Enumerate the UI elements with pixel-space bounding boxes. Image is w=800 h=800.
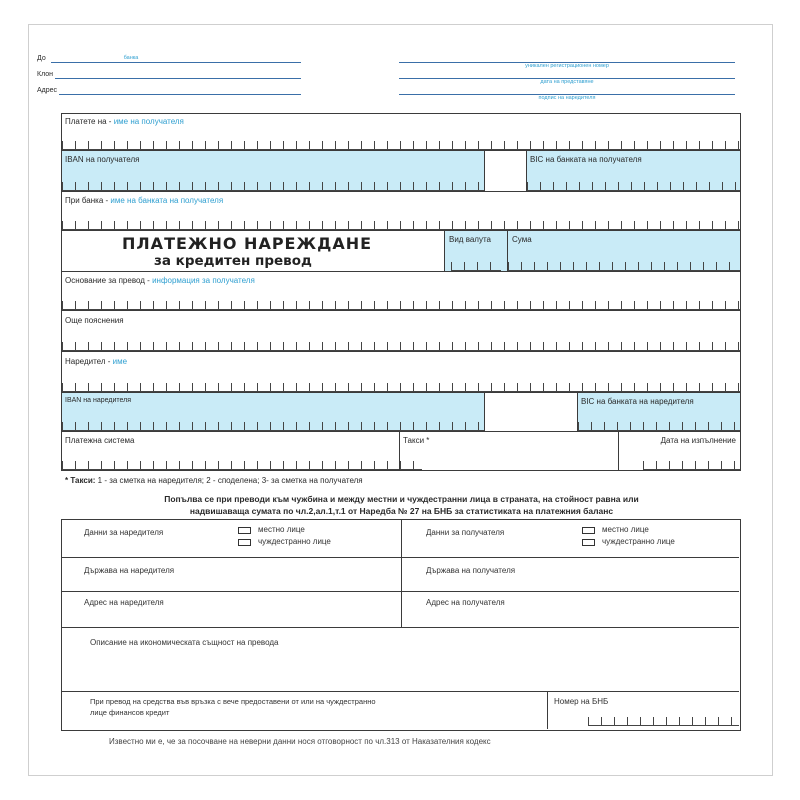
payer-field[interactable] <box>61 351 741 393</box>
iban-recipient-ticks <box>62 182 484 191</box>
branch-line[interactable] <box>55 78 301 79</box>
liability-statement: Известно ми е, че за посочване на неверни данни нося отговорност по чл.313 от Наказателния кодекс <box>109 737 491 746</box>
bic-recipient-label: BIC на банката на получателя <box>530 155 642 164</box>
currency-field[interactable] <box>444 230 508 272</box>
bank-caption: банка <box>123 55 139 61</box>
more-info-field[interactable] <box>61 310 741 352</box>
payer-local-checkbox[interactable] <box>238 527 251 534</box>
form-title: ПЛАТЕЖНО НАРЕЖДАНЕ <box>122 234 373 253</box>
payment-system-label: Платежна система <box>65 436 135 445</box>
iban-payer-field[interactable] <box>61 392 485 432</box>
recipient-foreign-label: чуждестранно лице <box>602 537 675 546</box>
stat-note-line2: надвишаваща сумата по чл.2,ал.1,т.1 от Наредба № 27 на БНБ за статистиката на платежния баланс <box>189 506 614 516</box>
recipient-data-label: Данни за получателя <box>426 528 505 537</box>
recipient-data-cell <box>402 520 739 558</box>
fees-note: * Такси: 1 - за сметка на наредителя; 2 - споделена; 3- за сметка на получателя <box>65 476 363 485</box>
currency-label: Вид валута <box>449 235 491 244</box>
bnb-number-ticks <box>588 717 739 726</box>
more-info-label: Още пояснения <box>65 316 124 325</box>
payer-local-label: местно лице <box>258 525 305 534</box>
reason-field[interactable] <box>61 271 741 311</box>
payer-country-label: Държава на наредителя <box>84 566 175 575</box>
to-label: До <box>37 55 46 62</box>
payer-foreign-checkbox[interactable] <box>238 539 251 546</box>
recipient-local-checkbox[interactable] <box>582 527 595 534</box>
payment-system-ticks <box>62 461 399 470</box>
payer-data-label: Данни за наредителя <box>84 528 164 537</box>
title-block <box>61 230 445 272</box>
reason-ticks <box>62 301 740 310</box>
payer-foreign-label: чуждестранно лице <box>258 537 331 546</box>
payer-label: Наредител - име <box>65 357 128 366</box>
payer-address-cell[interactable] <box>62 592 402 628</box>
reg-number-caption: уникален регистрационен номер <box>525 63 609 69</box>
bnb-number-cell[interactable] <box>548 692 739 729</box>
bic-recipient-ticks <box>527 182 740 191</box>
more-info-ticks <box>62 342 740 351</box>
exec-date-field[interactable] <box>618 431 741 471</box>
stat-note-line1: Попълва се при преводи към чужбина и между местни и чуждестранни лица в страната, на стойност равна или <box>164 494 639 504</box>
description-cell[interactable] <box>62 628 739 692</box>
fees-ticks <box>400 461 422 470</box>
address-label: Адрес <box>37 87 58 94</box>
currency-ticks <box>451 262 501 271</box>
stat-table <box>61 519 741 731</box>
bic-payer-ticks <box>578 422 740 431</box>
at-bank-label: При банка - име на банката на получателя <box>65 196 224 205</box>
payer-ticks <box>62 383 740 392</box>
iban-recipient-gap <box>484 150 527 192</box>
amount-field[interactable] <box>507 230 741 272</box>
recipient-local-label: местно лице <box>602 525 649 534</box>
recipient-country-label: Държава на получателя <box>426 566 516 575</box>
bank-line[interactable] <box>51 62 301 63</box>
recipient-country-cell[interactable] <box>402 558 739 592</box>
recipient-foreign-checkbox[interactable] <box>582 539 595 546</box>
iban-recipient-label: IBAN на получателя <box>65 155 140 164</box>
recipient-address-cell[interactable] <box>402 592 739 628</box>
credit-line1: При превод на средства във връзка с вече предоставени от или на чуждестранно <box>90 697 376 706</box>
pay-to-hint: име на получателя <box>113 117 184 126</box>
address-line[interactable] <box>59 94 301 95</box>
pay-to-field[interactable] <box>61 113 741 151</box>
main-form <box>61 113 741 453</box>
recipient-address-label: Адрес на получателя <box>426 598 505 607</box>
iban-recipient-field[interactable] <box>61 150 485 192</box>
payer-data-cell <box>62 520 402 558</box>
reason-label: Основание за превод - информация за получателя <box>65 276 255 285</box>
bic-payer-label: BIC на банката на наредителя <box>581 397 694 406</box>
signature-caption: подпис на наредителя <box>538 95 596 101</box>
bnb-number-label: Номер на БНБ <box>554 697 609 706</box>
amount-label: Сума <box>512 235 532 244</box>
description-label: Описание на икономическата същност на превода <box>90 638 279 647</box>
bic-payer-field[interactable] <box>577 392 741 432</box>
iban-payer-gap <box>484 392 578 432</box>
credit-line2: лице финансов кредит <box>90 708 170 717</box>
at-bank-hint: име на банката на получателя <box>110 196 224 205</box>
fees-field[interactable] <box>399 431 619 471</box>
credit-cell <box>62 692 548 729</box>
payer-country-cell[interactable] <box>62 558 402 592</box>
form-subtitle: за кредитен превод <box>154 253 312 269</box>
exec-date-ticks <box>643 461 740 470</box>
branch-label: Клон <box>37 71 53 78</box>
iban-payer-label: IBAN на наредителя <box>65 397 132 404</box>
pay-to-ticks <box>62 141 740 150</box>
iban-payer-ticks <box>62 422 484 431</box>
fees-label: Такси * <box>403 436 430 445</box>
at-bank-ticks <box>62 221 740 230</box>
payer-address-label: Адрес на наредителя <box>84 598 164 607</box>
bic-recipient-field[interactable] <box>526 150 741 192</box>
exec-date-label: Дата на изпълнение <box>660 436 736 445</box>
reason-hint: информация за получателя <box>152 276 255 285</box>
pay-to-label: Платете на - име на получателя <box>65 117 184 126</box>
submit-date-caption: дата на представяне <box>540 79 594 85</box>
amount-ticks <box>508 262 740 271</box>
payer-hint: име <box>112 357 128 366</box>
payment-system-field[interactable] <box>61 431 400 471</box>
payment-order-form <box>28 24 773 776</box>
at-bank-field[interactable] <box>61 191 741 231</box>
